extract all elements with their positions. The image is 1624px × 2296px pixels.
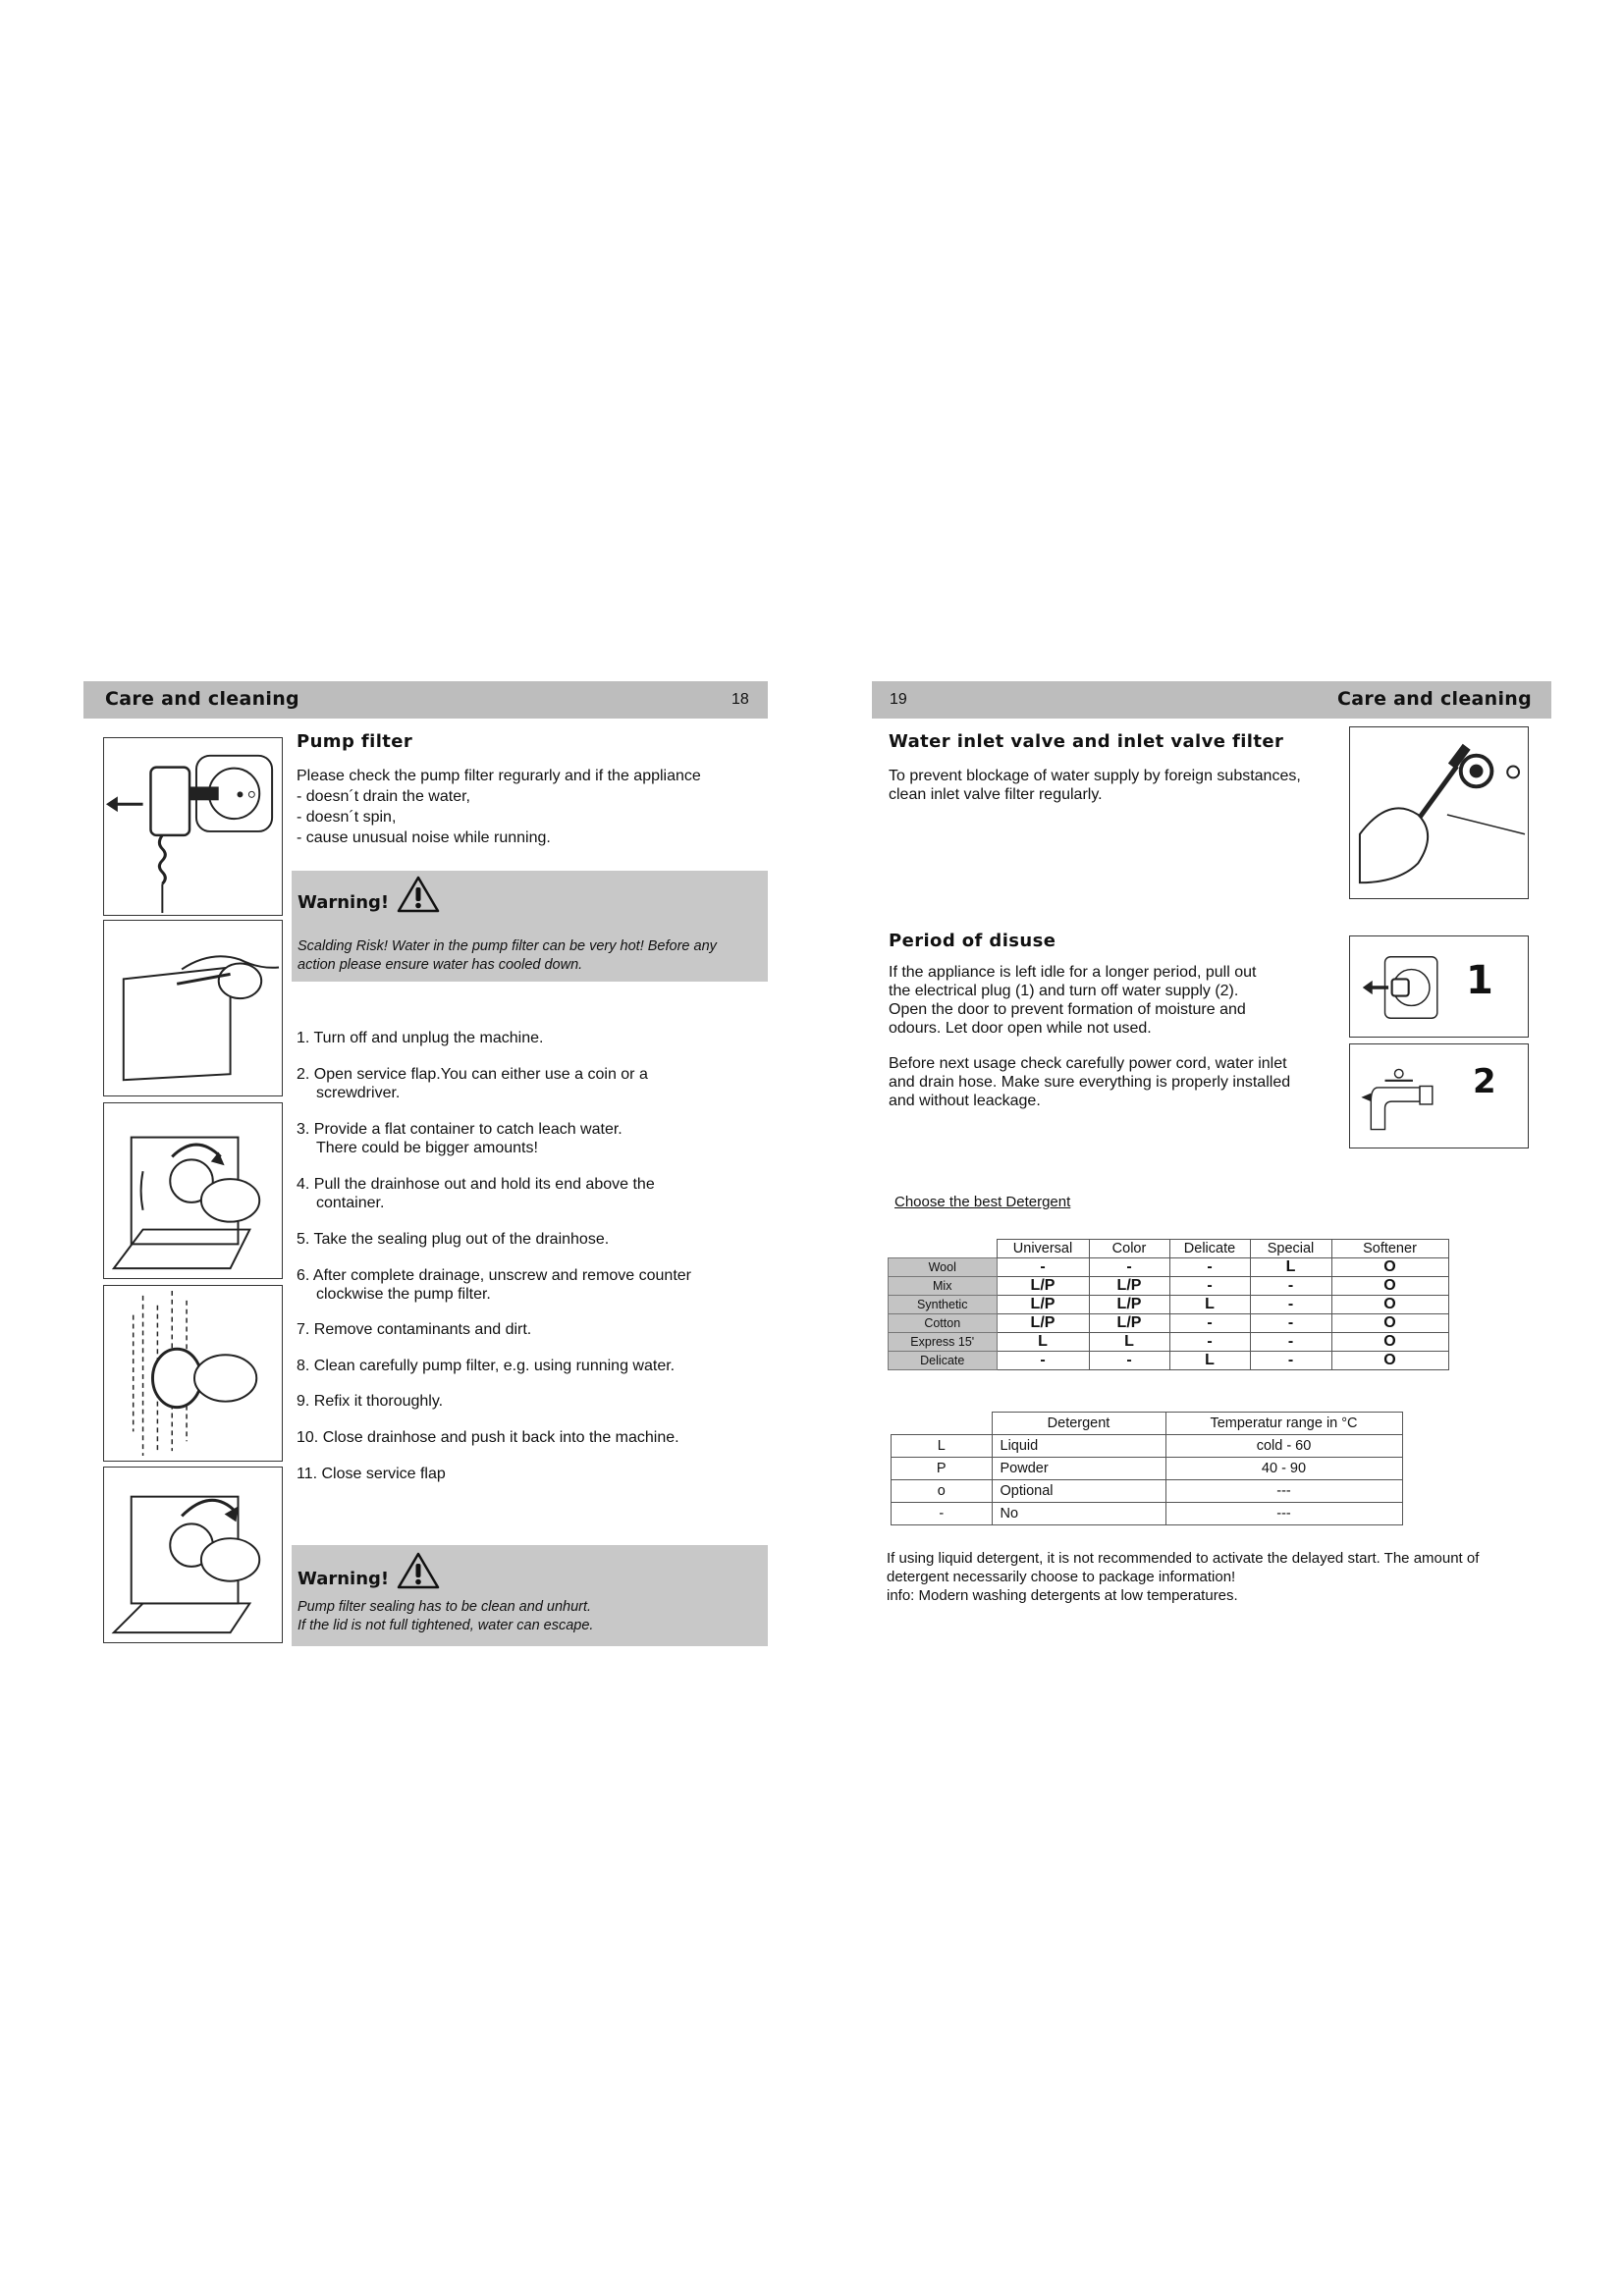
step-3-line: 3. Provide a flat container to catch leach water. <box>297 1121 623 1138</box>
table-cell: O <box>1331 1333 1448 1352</box>
legend-code: L <box>892 1435 993 1458</box>
warning-text-line: action please ensure water has cooled down. <box>298 957 583 973</box>
legend-name: Liquid <box>992 1435 1165 1458</box>
table-row <box>889 1352 1449 1370</box>
legend-row <box>892 1435 1403 1458</box>
table-cell: L/P <box>1089 1314 1169 1333</box>
table-cell: L/P <box>1089 1277 1169 1296</box>
warning-text-line: Pump filter sealing has to be clean and unhurt. <box>298 1599 592 1615</box>
table-cell: - <box>1169 1333 1250 1352</box>
row-label: Wool <box>889 1258 998 1277</box>
close-flap-illustration <box>103 1467 283 1643</box>
disuse-label-1: 1 <box>1466 958 1493 1003</box>
right-header-bar <box>872 681 1551 719</box>
table-cell: - <box>1169 1314 1250 1333</box>
table-cell: L <box>1169 1296 1250 1314</box>
table-row <box>889 1258 1449 1277</box>
table-cell: L <box>1089 1333 1169 1352</box>
step-6-line: 6. After complete drainage, unscrew and remove counter <box>297 1267 691 1284</box>
warning-title: Warning! <box>298 1569 390 1589</box>
legend-row <box>892 1503 1403 1525</box>
table-cell: - <box>1169 1258 1250 1277</box>
pump-filter-intro-line: Please check the pump filter regurarly and if the appliance <box>297 768 701 784</box>
table-cell: - <box>1169 1277 1250 1296</box>
disuse-text-line: the electrical plug (1) and turn off water supply (2). <box>889 983 1239 999</box>
warning-triangle-icon <box>396 875 441 914</box>
left-header-bar <box>83 681 768 719</box>
table-cell: O <box>1331 1296 1448 1314</box>
table-cell: L <box>1250 1258 1331 1277</box>
legend-row <box>892 1458 1403 1480</box>
pump-filter-bullet: - doesn´t drain the water, <box>297 788 470 805</box>
legend-code: - <box>892 1503 993 1525</box>
legend-table <box>891 1412 1403 1525</box>
col-header: Softener <box>1331 1240 1448 1258</box>
table-cell: O <box>1331 1314 1448 1333</box>
legend-code: P <box>892 1458 993 1480</box>
step-2-cont: screwdriver. <box>316 1085 401 1101</box>
legend-name: Optional <box>992 1480 1165 1503</box>
step-6-cont: clockwise the pump filter. <box>316 1286 491 1303</box>
step-6 <box>297 1266 691 1304</box>
table-cell: - <box>997 1258 1089 1277</box>
detergent-table-container <box>888 1239 1449 1370</box>
step-3 <box>297 1120 623 1157</box>
warning-box-scalding <box>292 871 768 982</box>
disuse-text-line: Open the door to prevent formation of moisture and <box>889 1001 1246 1018</box>
table-cell: L/P <box>997 1314 1089 1333</box>
inlet-text-line: To prevent blockage of water supply by foreign substances, <box>889 768 1301 784</box>
pump-filter-bullet: - cause unusual noise while running. <box>297 829 551 846</box>
step-1: 1. Turn off and unplug the machine. <box>297 1030 544 1046</box>
period-of-disuse-heading: Period of disuse <box>889 931 1056 951</box>
col-header: Color <box>1089 1240 1169 1258</box>
table-cell: O <box>1331 1277 1448 1296</box>
inlet-valve-text <box>889 767 1301 804</box>
inlet-filter-brush-illustration <box>1349 726 1529 899</box>
table-cell: O <box>1331 1258 1448 1277</box>
legend-range: --- <box>1165 1503 1402 1525</box>
step-2 <box>297 1065 648 1102</box>
table-row <box>889 1333 1449 1352</box>
warning-text-line: Scalding Risk! Water in the pump filter can be very hot! Before any <box>298 938 717 954</box>
table-cell: O <box>1331 1352 1448 1370</box>
legend-header <box>892 1413 1403 1435</box>
disuse-label-2: 2 <box>1473 1062 1496 1101</box>
detergent-section-title: Choose the best Detergent <box>894 1194 1071 1210</box>
table-cell: L <box>1169 1352 1250 1370</box>
row-label: Cotton <box>889 1314 998 1333</box>
table-cell: L <box>997 1333 1089 1352</box>
legend-range: --- <box>1165 1480 1402 1503</box>
row-label: Synthetic <box>889 1296 998 1314</box>
legend-col-header: Temperatur range in °C <box>1165 1413 1402 1435</box>
note-line: If using liquid detergent, it is not recommended to activate the delayed start. The amount of <box>887 1550 1480 1567</box>
water-tap-illustration <box>1349 1043 1529 1148</box>
step-11: 11. Close service flap <box>297 1466 446 1482</box>
step-2-line: 2. Open service flap.You can either use a coin or a <box>297 1066 648 1083</box>
disuse-text-line: odours. Let door open while not used. <box>889 1020 1152 1037</box>
left-page-number: 18 <box>731 691 749 708</box>
left-header-title: Care and cleaning <box>105 688 299 710</box>
legend-range: cold - 60 <box>1165 1435 1402 1458</box>
col-header: Delicate <box>1169 1240 1250 1258</box>
step-3-cont: There could be bigger amounts! <box>316 1140 538 1156</box>
disuse-text-line: and drain hose. Make sure everything is properly installed <box>889 1074 1291 1091</box>
table-row <box>889 1296 1449 1314</box>
col-header: Special <box>1250 1240 1331 1258</box>
detergent-table <box>888 1239 1449 1370</box>
table-cell: - <box>1250 1296 1331 1314</box>
disuse-paragraph-2 <box>889 1054 1290 1110</box>
step-4 <box>297 1175 655 1212</box>
legend-row <box>892 1480 1403 1503</box>
step-8: 8. Clean carefully pump filter, e.g. using running water. <box>297 1358 676 1374</box>
table-cell: - <box>1250 1314 1331 1333</box>
warning-triangle-icon <box>396 1551 441 1590</box>
warning-box-sealing <box>292 1545 768 1646</box>
inlet-valve-heading: Water inlet valve and inlet valve filter <box>889 731 1284 752</box>
legend-name: No <box>992 1503 1165 1525</box>
warning-text-line: If the lid is not full tightened, water can escape. <box>298 1618 594 1633</box>
table-cell: - <box>1089 1352 1169 1370</box>
open-flap-illustration <box>103 920 283 1096</box>
legend-code: o <box>892 1480 993 1503</box>
pull-plug-illustration <box>1349 935 1529 1038</box>
warning-title: Warning! <box>298 892 390 913</box>
table-cell: L/P <box>1089 1296 1169 1314</box>
row-label: Mix <box>889 1277 998 1296</box>
row-label: Delicate <box>889 1352 998 1370</box>
table-cell: - <box>1250 1333 1331 1352</box>
legend-name: Powder <box>992 1458 1165 1480</box>
right-page-number: 19 <box>890 691 907 708</box>
step-5: 5. Take the sealing plug out of the drainhose. <box>297 1231 610 1248</box>
legend-corner <box>892 1413 993 1435</box>
table-cell: - <box>1089 1258 1169 1277</box>
detergent-note <box>887 1549 1479 1605</box>
pump-filter-bullet: - doesn´t spin, <box>297 809 397 826</box>
detergent-table-header <box>889 1240 1449 1258</box>
inlet-text-line: clean inlet valve filter regularly. <box>889 786 1103 803</box>
disuse-text-line: If the appliance is left idle for a longer period, pull out <box>889 964 1257 981</box>
table-row <box>889 1277 1449 1296</box>
note-line: info: Modern washing detergents at low temperatures. <box>887 1587 1238 1604</box>
table-cell: - <box>1250 1352 1331 1370</box>
right-header-title: Care and cleaning <box>1337 688 1532 710</box>
table-corner <box>889 1240 998 1258</box>
clean-filter-illustration <box>103 1285 283 1462</box>
step-10: 10. Close drainhose and push it back into the machine. <box>297 1429 679 1446</box>
table-cell: - <box>1250 1277 1331 1296</box>
table-row <box>889 1314 1449 1333</box>
disuse-paragraph-1 <box>889 963 1256 1038</box>
table-cell: L/P <box>997 1277 1089 1296</box>
unplug-illustration <box>103 737 283 916</box>
filter-drain-illustration <box>103 1102 283 1279</box>
note-line: detergent necessarily choose to package information! <box>887 1569 1236 1585</box>
legend-table-container <box>891 1412 1403 1525</box>
disuse-text-line: Before next usage check carefully power cord, water inlet <box>889 1055 1287 1072</box>
pump-filter-intro <box>297 767 758 847</box>
row-label: Express 15' <box>889 1333 998 1352</box>
step-7: 7. Remove contaminants and dirt. <box>297 1321 532 1338</box>
step-4-cont: container. <box>316 1195 385 1211</box>
step-4-line: 4. Pull the drainhose out and hold its end above the <box>297 1176 655 1193</box>
disuse-text-line: and without leackage. <box>889 1093 1041 1109</box>
step-9: 9. Refix it thoroughly. <box>297 1393 444 1410</box>
legend-col-header: Detergent <box>992 1413 1165 1435</box>
legend-range: 40 - 90 <box>1165 1458 1402 1480</box>
table-cell: - <box>997 1352 1089 1370</box>
col-header: Universal <box>997 1240 1089 1258</box>
pump-filter-heading: Pump filter <box>297 731 413 752</box>
table-cell: L/P <box>997 1296 1089 1314</box>
